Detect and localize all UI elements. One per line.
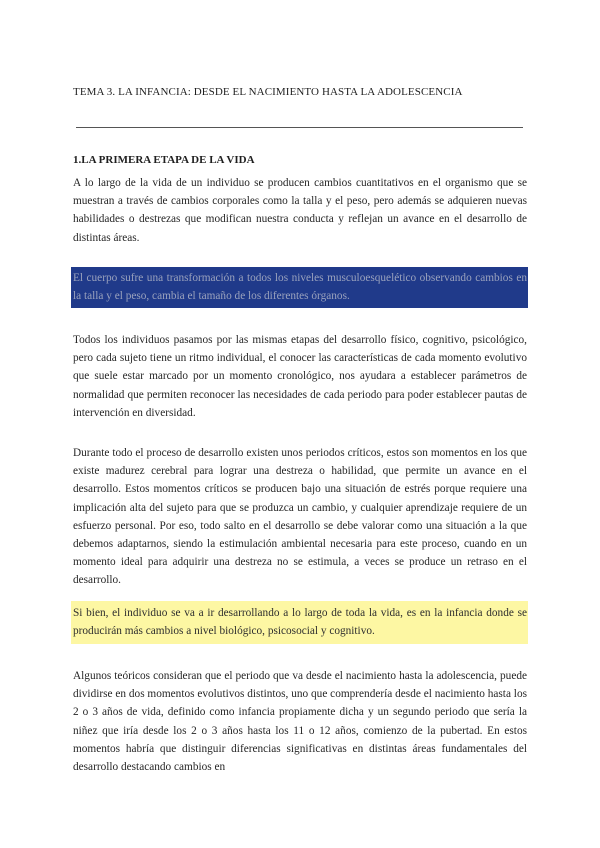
section-heading: 1.LA PRIMERA ETAPA DE LA VIDA xyxy=(73,154,255,166)
document-title: TEMA 3. LA INFANCIA: DESDE EL NACIMIENTO HASTA LA ADOLESCENCIA xyxy=(73,86,463,98)
paragraph-highlight-yellow: Si bien, el individuo se va a ir desarrollando a lo largo de toda la vida, es en la infancia donde se producirán más cambios a nivel biológico, psicosocial y cognitivo. xyxy=(73,607,527,638)
paragraph-intro: A lo largo de la vida de un individuo se producen cambios cuantitativos en el organismo que se muestran a través de cambios corporales como la talla y el peso, pero además se adquieren nuevas habilidades o destrezas que modifican nuestra conducta y reflejan un avance en el desarrollo de distintas áreas. xyxy=(73,177,527,244)
paragraph-development-stages: Todos los individuos pasamos por las mismas etapas del desarrollo físico, cognitivo, psicológico, pero cada sujeto tiene un ritmo individual, el conocer las características de cada momento evolutivo que suele estar marcado por un momento cronológico, nos ayudara a establecer parámetros de normalidad que permiten reconocer las necesidades de cada periodo para poder establecer pautas de intervención en diversidad. xyxy=(73,334,527,419)
paragraph-critical-periods: Durante todo el proceso de desarrollo existen unos periodos críticos, estos son momentos en los que existe madurez cerebral para lograr una destreza o habilidad, que permite un avance en el desarrollo. Estos momentos críticos se producen bajo una situación de estrés porque requiere una implicación alta del sujeto para que se produzca un cambio, y cualquier aprendizaje requiere de un esfuerzo personal. Por eso, todo salto en el desarrollo se debe valorar como una situación a la que debemos adaptarnos, siendo la estimulación ambiental necesaria para este proceso, cuando en un momento ideal para adquirir una destreza no se estimula, a veces se produce un retraso en el desarrollo. xyxy=(73,447,527,587)
paragraph-highlight-blue: El cuerpo sufre una transformación a todos los niveles musculoesquelético observando cambios en la talla y el peso, cambia el tamaño de los diferentes órganos. xyxy=(73,272,527,303)
title-divider xyxy=(76,127,523,128)
paragraph-evolutionary-moments: Algunos teóricos consideran que el periodo que va desde el nacimiento hasta la adolescencia, puede dividirse en dos momentos evolutivos distintos, uno que comprendería desde el nacimiento hasta los 2 o 3 años de vida, definido como infancia propiamente dicha y un segundo periodo que sería la niñez que iría desde los 2 o 3 años hasta los 11 o 12 años, comienzo de la pubertad. En estos momentos habría que distinguir diferencias significativas en distintas áreas fundamentales del desarrollo destacando cambios en xyxy=(73,670,527,774)
